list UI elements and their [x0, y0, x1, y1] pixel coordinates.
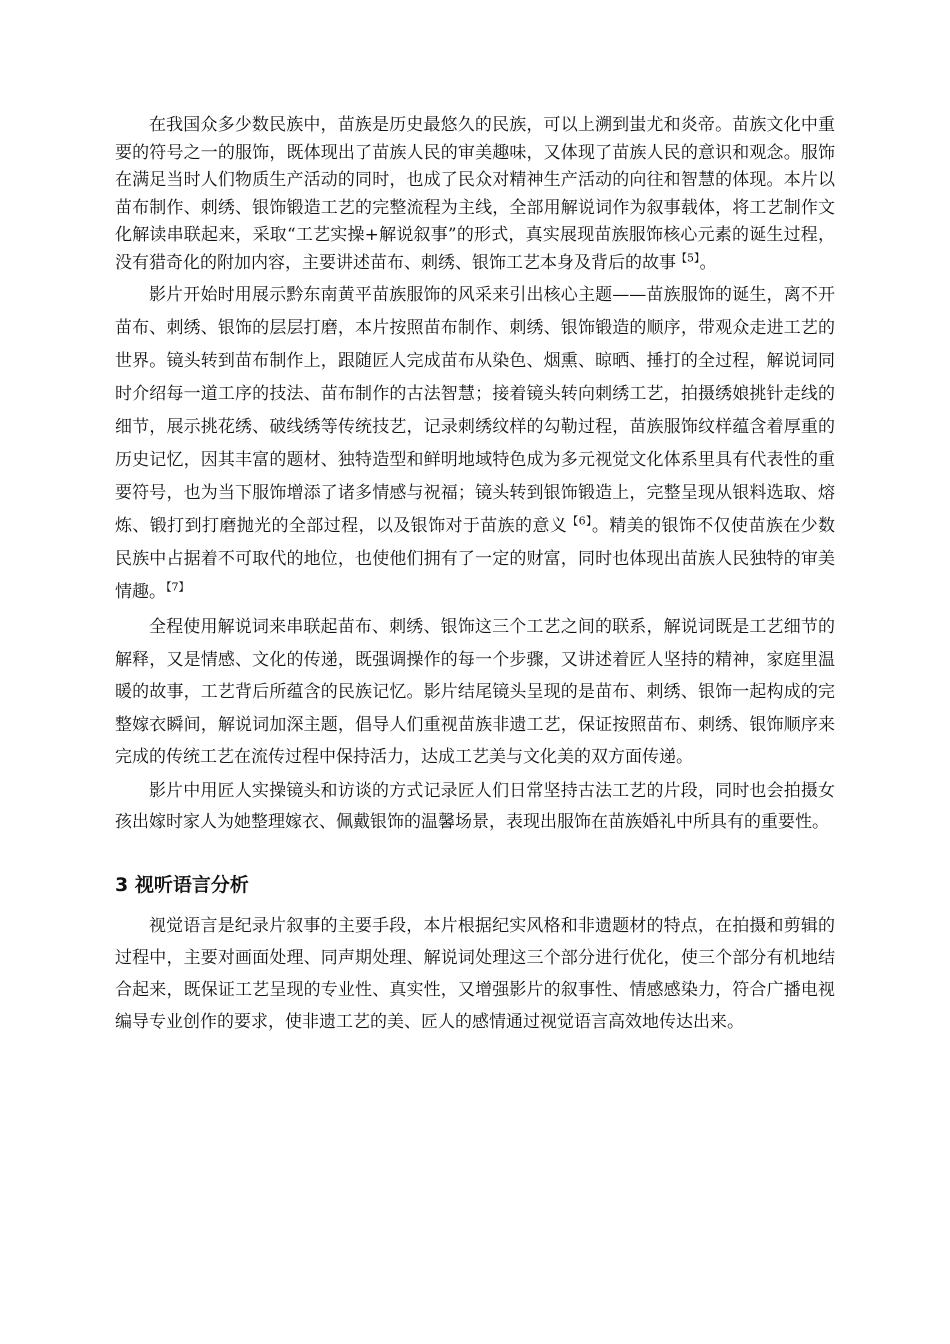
paragraph-film-structure — [115, 279, 835, 609]
document-page — [115, 112, 835, 1038]
paragraph-intro-end: 。 — [699, 252, 717, 273]
paragraph-film-structure-text: 影片开始时用展示黔东南黄平苗族服饰的风采来引出核心主题——苗族服饰的诞生，离不开苗布、刺绣、银饰的层层打磨，本片按照苗布制作、刺绣、银饰锻造的顺序，带观众走进工艺的世界。镜头转到苗布制作上，跟随匠人完成苗布从染色、烟熏、晾晒、捶打的全过程，解说词同时介绍每一道工序的技法、苗布制作的古法智慧；接着镜头转向刺绣工艺，拍摄绣娘挑针走线的细节，展示挑花绣、破线绣等传统技艺，记录刺绣纹样的勾勒过程，苗族服饰纹样蕴含着厚重的历史记忆，因其丰富的题材、独特造型和鲜明地域特色成为多元视觉文化体系里具有代表性的重要符号，也为当下服饰增添了诸多情感与祝福；镜头转到银饰锻造上，完整呈现从银料选取、熔炼、锻打到打磨抛光的全部过程，以及银饰对于苗族的意义 — [115, 285, 835, 536]
paragraph-intro-text: 在我国众多少数民族中，苗族是历史最悠久的民族，可以上溯到蚩尤和炎帝。苗族文化中重要的符号之一的服饰，既体现出了苗族人民的审美趣味，又体现了苗族人民的意识和观念。服饰在满足当时人们物质生产活动的同时，也成了民众对精神生产活动的向往和智慧的体现。本片以苗布制作、刺绣、银饰锻造工艺的完整流程为主线，全部用解说词作为叙事载体，将工艺制作文化解读串联起来，采取“工艺实操+解说叙事”的形式，真实展现苗族服饰核心元素的诞生过程，没有猎奇化的附加内容，主要讲述苗布、刺绣、银饰工艺本身及背后的故事 — [115, 115, 835, 273]
citation-7: 【7】 — [166, 580, 190, 594]
paragraph-narration: 全程使用解说词来串联起苗布、刺绣、银饰这三个工艺之间的联系，解说词既是工艺细节的解释，又是情感、文化的传递，既强调操作的每一个步骤，又讲述着匠人坚持的精神，家庭里温暖的故事，工艺背后所蕴含的民族记忆。影片结尾镜头呈现的是苗布、刺绣、银饰一起构成的完整嫁衣瞬间，解说词加深主题，倡导人们重视苗族非遗工艺，保证按照苗布、刺绣、银饰顺序来完成的传统工艺在流传过程中保持活力，达成工艺美与文化美的双方面传递。 — [115, 617, 835, 767]
paragraph-intro — [115, 112, 835, 277]
paragraph-interviews: 影片中用匠人实操镜头和访谈的方式记录匠人们日常坚持古法工艺的片段，同时也会拍摄女孩出嫁时家人为她整理嫁衣、佩戴银饰的温馨场景，表现出服饰在苗族婚礼中所具有的重要性。 — [115, 780, 835, 832]
paragraph-visual-language: 视觉语言是纪录片叙事的主要手段，本片根据纪实风格和非遗题材的特点，在拍摄和剪辑的过程中，主要对画面处理、同声期处理、解说词处理这三个部分进行优化，使三个部分有机地结合起来，既保证工艺呈现的专业性、真实性，又增强影片的叙事性、情感感染力，符合广播电视编导专业创作的要求，使非遗工艺的美、匠人的感情通过视觉语言高效地传达出来。 — [115, 915, 835, 1032]
citation-5: 【5】 — [676, 250, 700, 264]
citation-6: 【6】 — [567, 514, 592, 528]
section-heading: 3 视听语言分析 — [115, 873, 249, 896]
paragraph-film-structure-mid: 。精美的银饰不仅使苗族在少数民族中占据着不可取代的地位，也使他们拥有了一定的财富，同时也体现出苗族人民独特的审美情趣。 — [115, 516, 836, 602]
